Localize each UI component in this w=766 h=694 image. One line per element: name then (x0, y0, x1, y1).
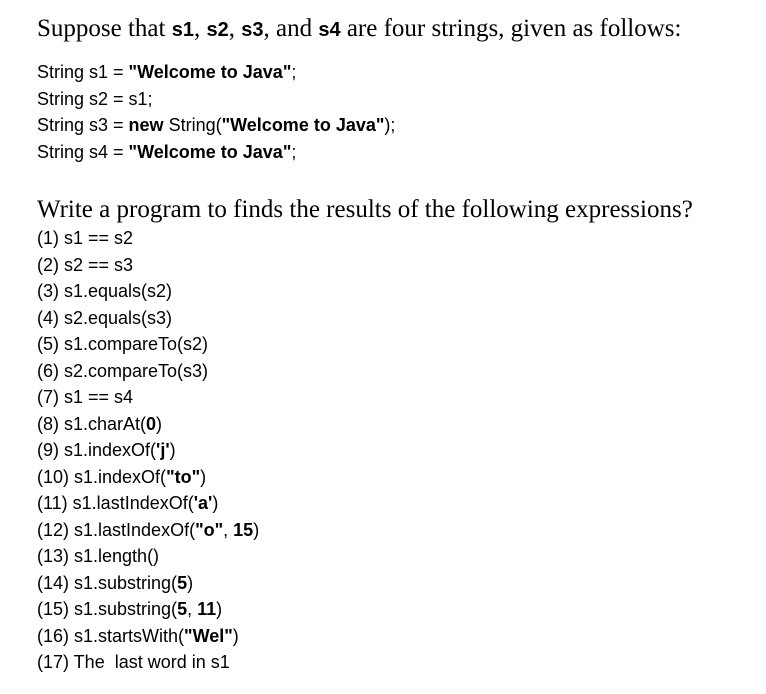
text-token: (12) s1.lastIndexOf( (37, 519, 196, 540)
bold-token: "to" (166, 466, 201, 487)
question-item (37, 252, 757, 279)
intro-text-1: Suppose that (37, 15, 172, 42)
text-token: (1) s1 == s2 (37, 228, 134, 248)
bold-token: 5 (177, 599, 188, 619)
intro-sep-1: , (193, 15, 207, 42)
question-item (37, 437, 757, 464)
bold-token: 15 (233, 519, 254, 540)
text-token: , (187, 599, 198, 619)
bold-token: "Welcome to Java" (128, 141, 292, 162)
code-line (37, 59, 757, 86)
intro-sep-2: , (228, 15, 242, 42)
text-token: (4) s2.equals(s3) (37, 307, 173, 328)
bold-token: new (128, 115, 164, 135)
text-token: (7) s1 == s4 (37, 387, 134, 407)
text-token: String s3 = (37, 115, 129, 135)
text-token: (10) s1.indexOf( (37, 466, 167, 487)
bold-token: 'a' (193, 493, 213, 513)
code-block (37, 59, 757, 165)
text-token: (3) s1.equals(s2) (37, 281, 173, 301)
intro-text-2: are four strings, given as follows: (340, 15, 682, 42)
question-item (37, 596, 757, 623)
question-item (37, 384, 757, 411)
intro-sep-3: , and (263, 15, 319, 42)
text-token: String s2 = s1; (37, 88, 153, 109)
code-line (37, 86, 757, 113)
text-token: (17) The last word in s1 (37, 652, 230, 672)
text-token: , (223, 519, 234, 540)
question-item (37, 358, 757, 385)
text-token: ) (212, 493, 219, 513)
text-token: ) (232, 625, 239, 646)
question-item (37, 278, 757, 305)
text-token: ) (253, 519, 260, 540)
question-item (37, 225, 757, 252)
code-line (37, 112, 757, 139)
question-item (37, 464, 757, 491)
text-token: ) (187, 572, 194, 593)
bold-token: 0 (146, 413, 157, 434)
var-s2: s2 (206, 19, 229, 41)
text-token: ); (384, 115, 396, 135)
text-token: (8) s1.charAt( (37, 413, 147, 434)
text-token: (6) s2.compareTo(s3) (37, 360, 209, 381)
question-item (37, 570, 757, 597)
question-item (37, 623, 757, 650)
text-token: (5) s1.compareTo(s2) (37, 334, 209, 354)
question-item (37, 649, 757, 676)
prompt-heading: Write a program to finds the results of the following expressions? (37, 196, 693, 223)
text-token: (14) s1.substring( (37, 572, 178, 593)
text-token: ) (216, 599, 223, 619)
bold-token: "o" (195, 519, 224, 540)
text-token: (9) s1.indexOf( (37, 440, 157, 460)
text-token: (13) s1.length() (37, 546, 160, 566)
var-s1: s1 (171, 19, 194, 41)
intro-heading (37, 14, 757, 45)
question-item (37, 331, 757, 358)
question-list (37, 225, 757, 676)
text-token: String( (163, 115, 222, 135)
bold-token: 5 (177, 572, 188, 593)
question-item (37, 411, 757, 438)
bold-token: "Wel" (184, 625, 233, 646)
document-page (37, 14, 757, 676)
text-token: String s4 = (37, 141, 129, 162)
question-item (37, 490, 757, 517)
text-token: ) (156, 413, 163, 434)
question-item (37, 517, 757, 544)
text-token: ; (291, 141, 297, 162)
text-token: (16) s1.startsWith( (37, 625, 185, 646)
bold-token: 'j' (156, 440, 170, 460)
bold-token: 11 (197, 599, 217, 619)
text-token: String s1 = (37, 62, 129, 82)
code-line (37, 139, 757, 166)
text-token: ; (291, 62, 297, 82)
text-token: ) (200, 466, 207, 487)
question-item (37, 543, 757, 570)
text-token: (11) s1.lastIndexOf( (37, 493, 194, 513)
text-token: (15) s1.substring( (37, 599, 178, 619)
var-s3: s3 (241, 19, 264, 41)
question-item (37, 305, 757, 332)
text-token: (2) s2 == s3 (37, 254, 134, 275)
var-s4: s4 (318, 19, 341, 41)
text-token: ) (169, 440, 176, 460)
bold-token: "Welcome to Java" (128, 62, 292, 82)
bold-token: "Welcome to Java" (221, 115, 385, 135)
